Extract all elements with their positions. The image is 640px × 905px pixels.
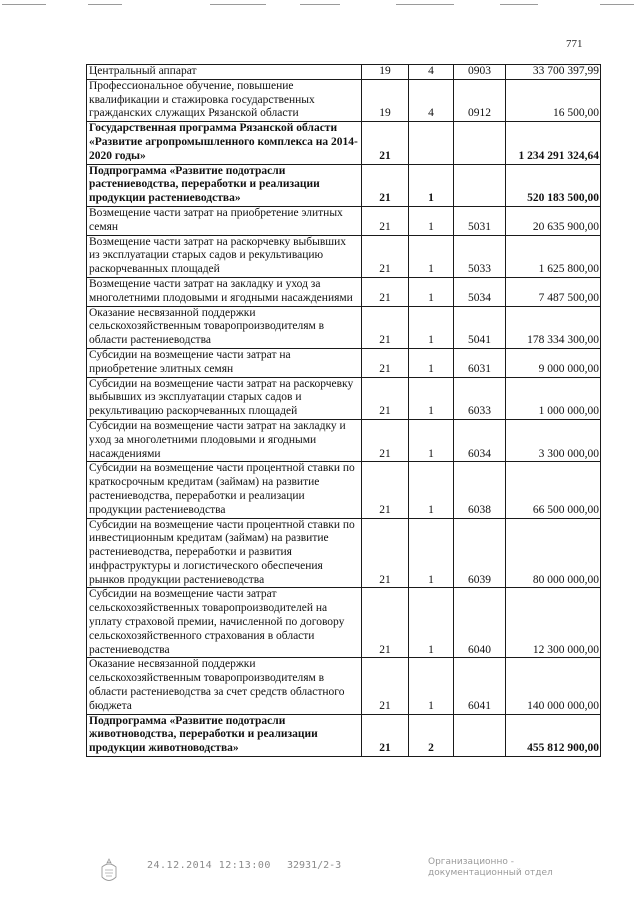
table-row (87, 65, 601, 80)
stamp-department (428, 857, 553, 879)
table-row (87, 164, 601, 206)
row-name: Профессиональное обучение, повышение квалификации и стажировка государственных гражданских служащих Рязанской области (87, 79, 362, 121)
row-col2: 21 (362, 348, 409, 377)
row-col4: 0912 (454, 79, 506, 121)
row-name: Государственная программа Рязанской области «Развитие агропромышленного комплекса на 2014-2020 годы» (87, 122, 362, 164)
row-col4: 0903 (454, 65, 506, 80)
row-col2: 21 (362, 306, 409, 348)
table-row (87, 306, 601, 348)
row-amount: 1 000 000,00 (506, 377, 601, 419)
row-col2: 21 (362, 518, 409, 588)
row-col4: 6034 (454, 419, 506, 461)
row-col3: 1 (409, 518, 454, 588)
row-col2: 21 (362, 164, 409, 206)
row-col3: 1 (409, 206, 454, 235)
table-row (87, 206, 601, 235)
row-col2: 21 (362, 588, 409, 658)
row-col4 (454, 164, 506, 206)
row-col3: 1 (409, 348, 454, 377)
row-name: Субсидии на возмещение части затрат сельскохозяйственных товаропроизводителей на уплату страховой премии, начисленной по договору сельскохозяйственного страхования в области растениеводства (87, 588, 362, 658)
row-col4: 6041 (454, 658, 506, 714)
row-col3: 1 (409, 462, 454, 518)
row-amount: 20 635 900,00 (506, 206, 601, 235)
row-amount: 520 183 500,00 (506, 164, 601, 206)
table-row (87, 377, 601, 419)
row-col2: 21 (362, 462, 409, 518)
row-amount: 80 000 000,00 (506, 518, 601, 588)
row-name: Возмещение части затрат на приобретение элитных семян (87, 206, 362, 235)
row-col2: 21 (362, 277, 409, 306)
row-amount: 1 234 291 324,64 (506, 122, 601, 164)
row-col2: 21 (362, 714, 409, 756)
row-col3: 1 (409, 658, 454, 714)
row-col3 (409, 122, 454, 164)
row-col3: 1 (409, 588, 454, 658)
page-number: 771 (566, 38, 583, 50)
row-col2: 21 (362, 377, 409, 419)
budget-table (86, 64, 601, 757)
row-col4: 6039 (454, 518, 506, 588)
row-name: Субсидии на возмещение части процентной ставки по краткосрочным кредитам (займам) на развитие растениеводства, переработки и реализации продукции растениеводства (87, 462, 362, 518)
table-row (87, 419, 601, 461)
row-col4: 5034 (454, 277, 506, 306)
row-col3: 1 (409, 419, 454, 461)
row-name: Оказание несвязанной поддержки сельскохозяйственным товаропроизводителям в области растениеводства за счет средств областного бюджета (87, 658, 362, 714)
row-col4: 6040 (454, 588, 506, 658)
row-col2: 21 (362, 419, 409, 461)
row-col2: 19 (362, 65, 409, 80)
row-col4: 5033 (454, 235, 506, 277)
row-col4: 5041 (454, 306, 506, 348)
table-row (87, 462, 601, 518)
row-name: Субсидии на возмещение части процентной ставки по инвестиционным кредитам (займам) на развитие растениеводства, переработки и развития инфраструктуры и логистического обеспечения рынков продукции растениеводства (87, 518, 362, 588)
row-col3: 2 (409, 714, 454, 756)
row-amount: 455 812 900,00 (506, 714, 601, 756)
row-col2: 21 (362, 122, 409, 164)
row-name: Подпрограмма «Развитие подотрасли растениеводства, переработки и реализации продукции растениеводства» (87, 164, 362, 206)
row-name: Оказание несвязанной поддержки сельскохозяйственным товаропроизводителям в области растениеводства (87, 306, 362, 348)
row-col2: 21 (362, 658, 409, 714)
row-name: Возмещение части затрат на раскорчевку выбывших из эксплуатации старых садов и рекультивацию раскорчеванных площадей (87, 235, 362, 277)
row-amount: 178 334 300,00 (506, 306, 601, 348)
row-col4 (454, 122, 506, 164)
row-amount: 66 500 000,00 (506, 462, 601, 518)
table-row (87, 235, 601, 277)
table-row (87, 277, 601, 306)
row-name: Субсидии на возмещение части затрат на приобретение элитных семян (87, 348, 362, 377)
row-col4: 6031 (454, 348, 506, 377)
row-col2: 21 (362, 235, 409, 277)
row-amount: 1 625 800,00 (506, 235, 601, 277)
stamp-department-line1: Организационно - (428, 857, 514, 867)
row-amount: 3 300 000,00 (506, 419, 601, 461)
row-amount: 9 000 000,00 (506, 348, 601, 377)
row-col3: 1 (409, 277, 454, 306)
table-row (87, 714, 601, 756)
stamp-department-line2: документационный отдел (428, 868, 553, 878)
row-col3: 1 (409, 377, 454, 419)
emblem-icon (98, 857, 120, 885)
table-row (87, 122, 601, 164)
table-row (87, 588, 601, 658)
row-col3: 4 (409, 79, 454, 121)
row-col2: 21 (362, 206, 409, 235)
row-name: Возмещение части затрат на закладку и уход за многолетними плодовыми и ягодными насаждениями (87, 277, 362, 306)
table-row (87, 348, 601, 377)
row-amount: 140 000 000,00 (506, 658, 601, 714)
stamp-datetime: 24.12.2014 12:13:00 (147, 860, 271, 871)
row-col3: 4 (409, 65, 454, 80)
table-row (87, 658, 601, 714)
row-name: Субсидии на возмещение части затрат на закладку и уход за многолетними плодовыми и ягодными насаждениями (87, 419, 362, 461)
row-col4: 5031 (454, 206, 506, 235)
row-amount: 7 487 500,00 (506, 277, 601, 306)
row-col4: 6033 (454, 377, 506, 419)
table-row (87, 518, 601, 588)
document-footer (0, 857, 640, 897)
row-name: Центральный аппарат (87, 65, 362, 80)
row-col4 (454, 714, 506, 756)
row-col3: 1 (409, 164, 454, 206)
row-col4: 6038 (454, 462, 506, 518)
row-amount: 16 500,00 (506, 79, 601, 121)
row-name: Подпрограмма «Развитие подотрасли животноводства, переработки и реализации продукции животноводства» (87, 714, 362, 756)
row-col3: 1 (409, 235, 454, 277)
row-col2: 19 (362, 79, 409, 121)
row-col3: 1 (409, 306, 454, 348)
row-name: Субсидии на возмещение части затрат на раскорчевку выбывших из эксплуатации старых садов и рекультивацию раскорчеванных площадей (87, 377, 362, 419)
table-row (87, 79, 601, 121)
stamp-code: 32931/2-3 (287, 860, 342, 871)
scan-top-marks (0, 4, 640, 8)
row-amount: 33 700 397,99 (506, 65, 601, 80)
row-amount: 12 300 000,00 (506, 588, 601, 658)
